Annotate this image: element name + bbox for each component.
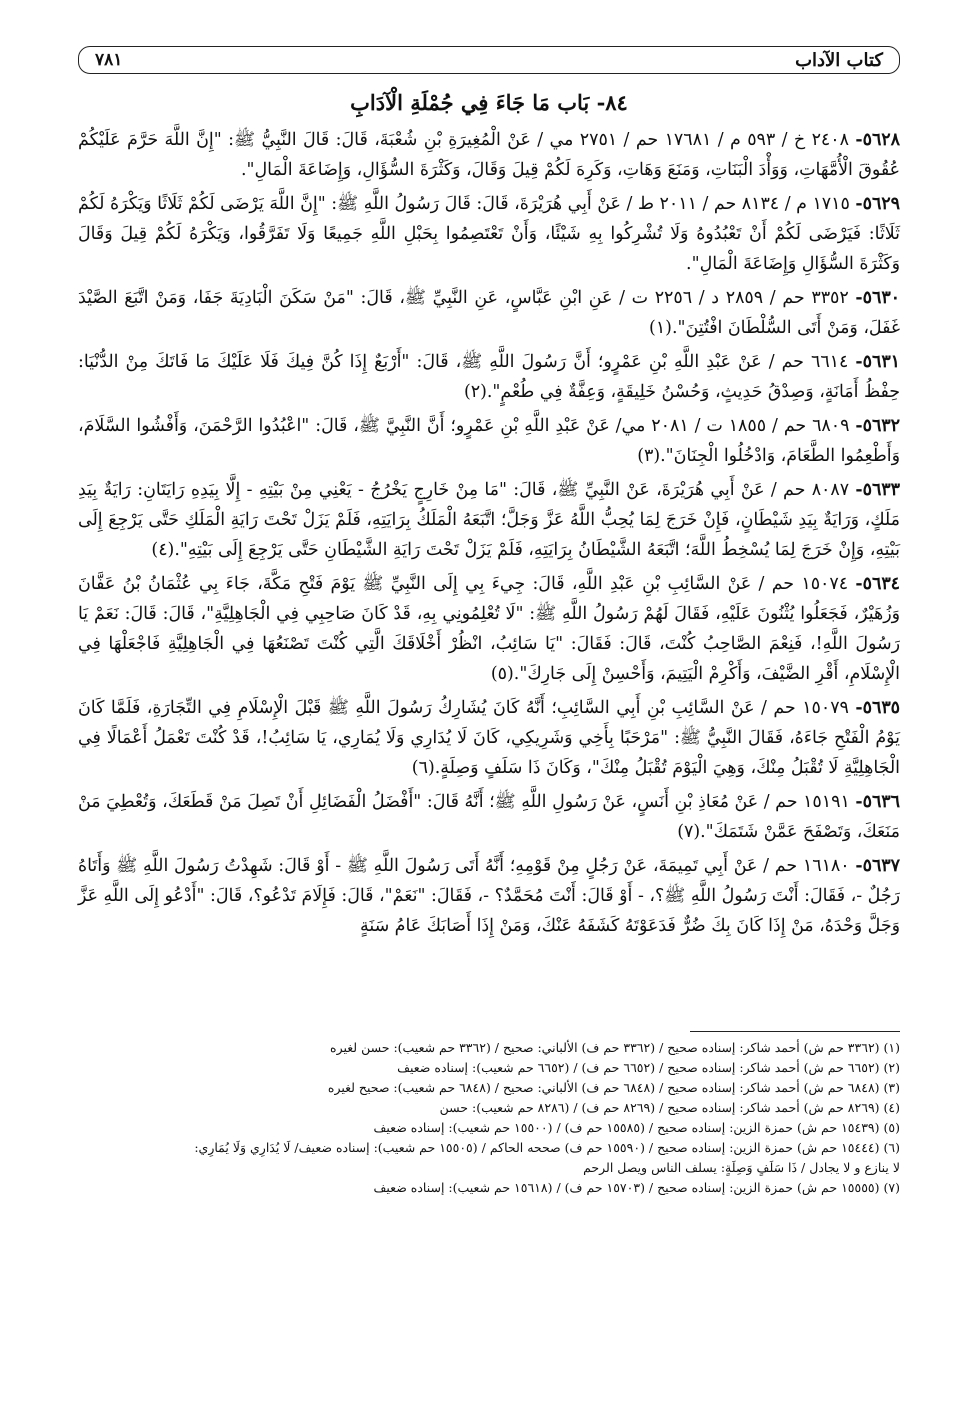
hadith-text: ١٥٠٧٤ حم / عَنْ السَّائِبِ بْنِ عَبْدِ اللَّهِ، قَالَ: جِيءَ بِي إِلَى النَّبِيِّ ﷺ يَوْمَ فَتْحِ مَكَّةَ، جَاءَ بِي عُثْمَانُ بْنُ عَفَّانَ وَزُهَيْرٌ، فَجَعَلُوا يُثْنُونَ عَلَيْهِ، فَقَالَ لَهُمْ رَسُولُ اللَّهِ ﷺ: "لَا تُعْلِمُونِي بِهِ، قَدْ كَانَ صَاحِبِي فِي الْجَاهِلِيَّةِ"، قَالَ: قَالَ: نَعَمْ يَا رَسُولَ اللَّهِ!، فَنِعْمَ الصَّاحِبُ كُنْتَ، قَالَ: فَقَالَ: "يَا سَائِبُ، انْظُرْ أَخْلَاقَكَ الَّتِي كُنْتَ تَصْنَعُهَا فِي الْجَاهِلِيَّةِ فَاجْعَلْهَا فِي الْإِسْلَامِ، أَقْرِ الضَّيْفَ، وَأَكْرِمْ الْيَتِيمَ، وَأَحْسِنْ إِلَى جَارِكَ".(٥)	[78, 574, 900, 684]
footnote: (٥) (١٥٤٣٩ حم ش) حمزة الزين: إسناده صحيح / (١٥٥٨٥ حم ف) / (١٥٥٠٠ حم شعيب): إسناده ضعيف	[373, 1120, 900, 1135]
hadith-text: ٦٦١٤ حم / عَنْ عَبْدِ اللَّهِ بْنِ عَمْرٍو؛ أَنَّ رَسُولَ اللَّهِ ﷺ، قَالَ: "أَرْبَعٌ إِذَا كُنَّ فِيكَ فَلَا عَلَيْكَ مَا فَاتَكَ مِنْ الدُّنْيَا: حِفْظُ أَمَانَةٍ، وَصِدْقُ حَدِيثٍ، وَحُسْنُ خَلِيقَةٍ، وَعِفَّةٌ فِي طُعْمٍ".(٢)	[78, 352, 900, 402]
hadith-text: ٨٠٨٧ حم / عَنْ أَبِي هُرَيْرَةَ، عَنْ النَّبِيِّ ﷺ، قَالَ: "مَا مِنْ خَارِجٍ يَخْرُجُ - يَعْنِي مِنْ بَيْتِهِ - إِلَّا بِيَدِهِ رَايَتَانِ: رَايَةٌ بِيَدِ مَلَكٍ، وَرَايَةٌ بِيَدِ شَيْطَانٍ، فَإِنْ خَرَجَ لِمَا يُحِبُّ اللَّهُ عَزَّ وَجَلَّ؛ اتَّبَعَهُ الْمَلَكُ بِرَايَتِهِ، فَلَمْ يَزَلْ تَحْتَ رَايَةِ الْمَلَكِ حَتَّى يَرْجِعَ إِلَى بَيْتِهِ، وَإِنْ خَرَجَ لِمَا يُسْخِطُ اللَّهَ؛ اتَّبَعَهُ الشَّيْطَانُ بِرَايَتِهِ، فَلَمْ يَزَلْ تَحْتَ رَايَةِ الشَّيْطَانِ حَتَّى يَرْجِعَ إِلَى بَيْتِهِ".(٤)	[78, 480, 900, 560]
hadith-entry	[78, 851, 900, 941]
page-number: ٧٨١	[95, 50, 123, 70]
hadith-number: ٥٦٢٩-	[855, 194, 900, 214]
chapter-title: ٨٤- بَاب مَا جَاءَ فِي جُمْلَةِ الْآدَابِ	[350, 90, 628, 115]
hadith-entry	[78, 475, 900, 565]
hadith-number: ٥٦٣٤-	[855, 574, 901, 594]
hadith-number: ٥٦٢٨-	[855, 130, 900, 150]
hadith-text: ٢٤٠٨ خ / ٥٩٣ م / ١٧٦٨١ حم / ٢٧٥١ مي / عَنْ الْمُغِيرَةِ بْنِ شُعْبَةَ، قَالَ: قَالَ النَّبِيُّ ﷺ: "إِنَّ اللَّهَ حَرَّمَ عَلَيْكُمْ عُقُوقَ الْأُمَّهَاتِ، وَوَأْدَ الْبَنَاتِ، وَمَنَعَ وَهَاتِ، وَكَرِهَ لَكُمْ قِيلَ وَقَالَ، وَكَثْرَةَ السُّؤَالِ، وَإِضَاعَةَ الْمَالِ".	[78, 130, 900, 180]
hadith-entry	[78, 693, 900, 783]
running-header	[78, 46, 900, 74]
hadith-text: ١٥١٩١ حم / عَنْ مُعَاذِ بْنِ أَنَسٍ، عَنْ رَسُولِ اللَّهِ ﷺ؛ أَنَّهُ قَالَ: "أَفْضَلُ الْفَضَائِلِ أَنْ تَصِلَ مَنْ قَطَعَكَ، وَتُعْطِيَ مَنْ مَنَعَكَ، وَتَصْفَحَ عَمَّنْ شَتَمَكَ".(٧)	[78, 792, 900, 842]
hadith-number: ٥٦٣٥-	[855, 698, 901, 718]
hadith-entry	[78, 283, 900, 343]
footnote: (٣) (٦٨٤٨ حم ش) أحمد شاكر: إسناده صحيح / (٦٨٤٨ حم ف) الألباني: صحيح / (٦٨٤٨ حم شعيب): صحيح لغيره	[327, 1080, 900, 1095]
footnote: (١) (٣٣٦٢ حم ش) أحمد شاكر: إسناده صحيح / (٣٣٦٢ حم ف) الألباني: صحيح / (٣٣٦٢ حم شعيب): حسن لغيره	[330, 1040, 900, 1055]
hadith-entry	[78, 411, 900, 471]
footnote: (٦) (١٥٤٤٤ حم ش) حمزة الزين: إسناده صحيح / (١٥٥٩٠ حم ف) صححه الحاكم / (١٥٥٠٥ حم شعيب): إسناده ضعيف/ لَا يُدَارِي وَلَا يُمَارِي:	[194, 1140, 900, 1155]
hadith-text: ٣٣٥٢ حم / ٢٨٥٩ د / ٢٢٥٦ ت / عَنِ ابْنِ عَبَّاسٍ، عَنِ النَّبِيِّ ﷺ، قَالَ: "مَنْ سَكَنَ الْبَادِيَةَ جَفَا، وَمَنْ اتَّبَعَ الصَّيْدَ غَفَلَ، وَمَنْ أَتَى السُّلْطَانَ افْتُتِنَ".(١)	[78, 288, 900, 338]
footnote: (٢) (٦٦٥٢ حم ش) أحمد شاكر: إسناده صحيح / (٦٦٥٢ حم ف) / (٦٦٥٢ حم شعيب): إسناده ضعيف	[397, 1060, 900, 1075]
hadith-number: ٥٦٣٣-	[855, 480, 900, 500]
hadith-entry	[78, 189, 900, 279]
hadith-number: ٥٦٣٠-	[855, 288, 901, 308]
hadith-list	[78, 125, 900, 941]
hadith-text: ١٦١٨٠ حم / عَنْ أَبِي تَمِيمَةَ، عَنْ رَجُلٍ مِنْ قَوْمِهِ؛ أَنَّهُ أَتَى رَسُولَ اللَّهِ ﷺ - أَوْ قَالَ: شَهِدْتُ رَسُولَ اللَّهِ ﷺ وَأَتَاهُ رَجُلٌ -، فَقَالَ: أَنْتَ رَسُولُ اللَّهِ ﷺ؟، - أَوْ قَالَ: أَنْتَ مُحَمَّدٌ؟ -، فَقَالَ: "نَعَمْ"، قَالَ: فَإِلَامَ تَدْعُو؟، قَالَ: "أَدْعُو إِلَى اللَّهِ عَزَّ وَجَلَّ وَحْدَهُ، مَنْ إِذَا كَانَ بِكَ ضُرٌّ فَدَعَوْتَهُ كَشَفَهُ عَنْكَ، وَمَنْ إِذَا أَصَابَكَ عَامُ سَنَةٍ	[78, 856, 900, 936]
hadith-number: ٥٦٣١-	[855, 352, 901, 372]
hadith-entry	[78, 125, 900, 185]
book-title: كتاب الآداب	[795, 49, 883, 71]
hadith-text: ١٧١٥ م / ٨١٣٤ حم / ٢٠١١ ط / عَنْ أَبِي هُرَيْرَةَ، قَالَ: قَالَ رَسُولُ اللَّهِ ﷺ: "إِنَّ اللَّهَ يَرْضَى لَكُمْ ثَلَاثًا وَيَكْرَهُ لَكُمْ ثَلَاثًا: فَيَرْضَى لَكُمْ أَنْ تَعْبُدُوهُ وَلَا تُشْرِكُوا بِهِ شَيْئًا، وَأَنْ تَعْتَصِمُوا بِحَبْلِ اللَّهِ جَمِيعًا وَلَا تَفَرَّقُوا، وَيَكْرَهُ لَكُمْ قِيلَ وَقَالَ وَكَثْرَةَ السُّؤَالِ وَإِضَاعَةَ الْمَالِ".	[78, 194, 900, 274]
hadith-number: ٥٦٣٢-	[855, 416, 900, 436]
footnote: (٧) (١٥٥٥٥ حم ش) حمزة الزين: إسناده صحيح / (١٥٧٠٣ حم ف) / (١٥٦١٨ حم شعيب): إسناده ضعيف	[373, 1180, 900, 1195]
footnote: (٤) (٨٢٦٩ حم ش) أحمد شاكر: إسناده صحيح / (٨٢٦٩ حم ف) / (٨٢٨٦ حم شعيب): حسن	[439, 1100, 900, 1115]
footnote: لا ينازع و لا يجادل / ذَا سَلَفٍ وَصِلَةٍ: يسلف الناس ويصل الرحم	[583, 1160, 900, 1175]
hadith-text: ٦٨٠٩ حم / ١٨٥٥ ت / ٢٠٨١ مي/ عَنْ عَبْدِ اللَّهِ بْنِ عَمْرٍو؛ أَنَّ النَّبِيَّ ﷺ، قَالَ: "اعْبُدُوا الرَّحْمَنَ، وَأَفْشُوا السَّلَامَ، وَأَطْعِمُوا الطَّعَامَ، وَادْخُلُوا الْجِنَانَ".(٣)	[78, 416, 900, 466]
hadith-entry	[78, 569, 900, 689]
hadith-number: ٥٦٣٧-	[855, 856, 900, 876]
hadith-text: ١٥٠٧٩ حم / عَنْ السَّائِبِ بْنِ أَبِي السَّائِبِ؛ أَنَّهُ كَانَ يُشَارِكُ رَسُولَ اللَّهِ ﷺ قَبْلَ الْإِسْلَامِ فِي التِّجَارَةِ، فَلَمَّا كَانَ يَوْمُ الْفَتْحِ جَاءَهُ، فَقَالَ النَّبِيُّ ﷺ: "مَرْحَبًا بِأَخِي وَشَرِيكِي، كَانَ لَا يُدَارِي وَلَا يُمَارِي، يَا سَائِبُ!، قَدْ كُنْتَ تَعْمَلُ أَعْمَالًا فِي الْجَاهِلِيَّةِ لَا تُقْبَلُ مِنْكَ، وَهِيَ الْيَوْمَ تُقْبَلُ مِنْكَ"، وَكَانَ ذَا سَلَفٍ وَصِلَةٍ.(٦)	[78, 698, 900, 778]
hadith-number: ٥٦٣٦-	[855, 792, 900, 812]
footnotes	[78, 1038, 900, 1198]
hadith-entry	[78, 787, 900, 847]
hadith-entry	[78, 347, 900, 407]
footnote-divider	[690, 1031, 900, 1032]
